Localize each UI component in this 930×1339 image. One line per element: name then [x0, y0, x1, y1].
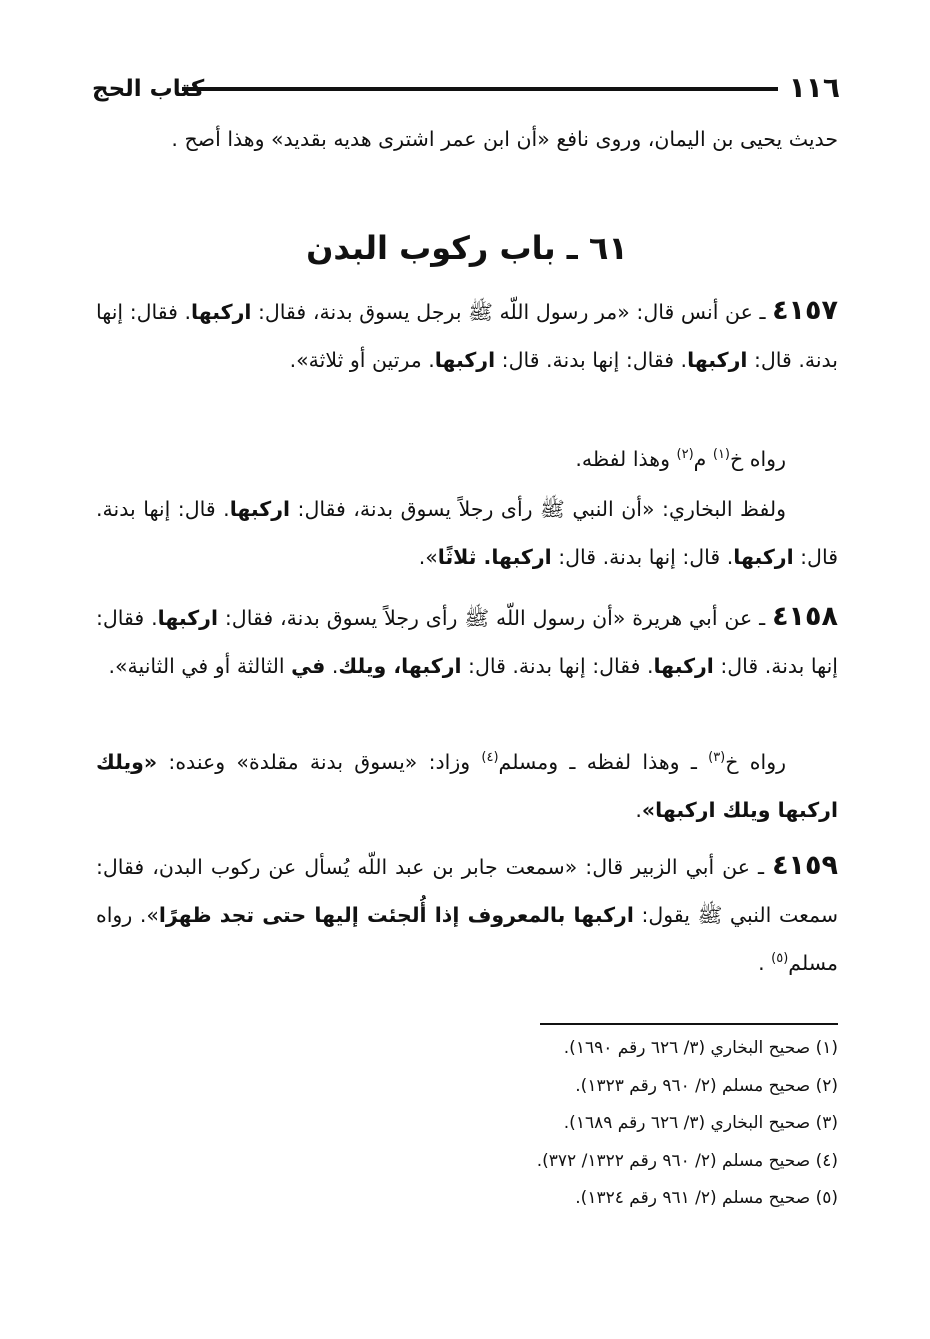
book-title: كتاب الحج: [92, 76, 205, 102]
hadith-text: . فقال: إنها بدنة. قال:: [461, 654, 654, 678]
narration-text: .: [635, 798, 642, 822]
page-number: ١١٦: [788, 71, 840, 104]
footnote-ref-5[interactable]: (٥): [771, 951, 789, 967]
bold-phrase: اركبها: [229, 497, 291, 521]
footnote-2: (٢) صحيح مسلم (٢/ ٩٦٠ رقم ١٣٢٣).: [575, 1075, 838, 1096]
hadith-bold-phrase: اركبها: [653, 654, 714, 678]
footnote-5: (٥) صحيح مسلم (٢/ ٩٦١ رقم ١٣٢٤).: [575, 1188, 838, 1208]
narration-text: ـ وهذا لفظه ـ ومسلم: [498, 750, 709, 774]
intro-paragraph: [96, 115, 838, 163]
chapter-title: ٦١ ـ باب ركوب البدن: [306, 229, 628, 267]
footnotes: [96, 1030, 838, 1218]
hadith-bold-phrase: اركبها، ويلك: [338, 654, 462, 678]
narration-text: م: [693, 447, 713, 471]
footnote-3: (٣) صحيح البخاري (٣/ ٦٢٦ رقم ١٦٨٩).: [563, 1113, 838, 1133]
header-rule: [182, 87, 778, 91]
hadith-bold-phrase: اركبها: [434, 348, 496, 372]
hadith-text: الثالثة أو في الثانية».: [108, 654, 292, 678]
hadith-number: ٤١٥٨: [772, 601, 838, 632]
narration-4158: [96, 738, 838, 834]
hadith-text: ». رواه مسلم: [96, 903, 838, 975]
hadith-4157: [96, 287, 838, 384]
hadith-number: ٤١٥٩: [772, 850, 838, 881]
footnote-1: (١) صحيح البخاري (٣/ ٦٢٦ رقم ١٦٩٠).: [563, 1038, 838, 1058]
hadith-text: .: [758, 951, 772, 975]
narration-text: رواه خ: [725, 750, 786, 774]
bold-phrase: اركبها: [733, 545, 794, 569]
hadith-bold-phrase: اركبها: [191, 300, 252, 324]
hadith-text: . فقال: إنها بدنة. قال:: [96, 606, 838, 678]
hadith-4158: [96, 593, 838, 690]
hadith-4159: [96, 842, 838, 987]
footnote-ref-4[interactable]: (٤): [481, 750, 499, 766]
hadith-text: .: [325, 654, 339, 678]
intro-line-2: أصح .: [171, 127, 221, 151]
bukhari-wording: [96, 485, 838, 581]
hadith-text: ـ عن أنس قال: «مر رسول اللّه ﷺ برجل يسوق بدنة، فقال:: [251, 300, 773, 324]
running-header: [92, 70, 840, 110]
bukhari-text: ولفظ البخاري: «أن النبي ﷺ رأى رجلاً يسوق بدنة، فقال:: [290, 497, 787, 521]
bold-phrase: اركبها. ثلاثًا: [437, 545, 552, 569]
hadith-number: ٤١٥٧: [772, 295, 838, 326]
footnote-separator: [540, 1023, 838, 1025]
bold-phrase: «ويلك اركبها ويلك اركبها»: [96, 750, 838, 822]
narration-text: وهذا لفظه.: [575, 447, 677, 471]
hadith-bold-phrase: اركبها بالمعروف إذا أُلجئت إليها حتى تجد ظهرًا: [158, 903, 634, 927]
hadith-text: ـ عن أبي الزبير قال: «سمعت جابر بن عبد اللّه يُسأل عن ركوب البدن، فقال: سمعت النبي ﷺ يقول:: [96, 855, 838, 927]
hadith-text: . فقال: إنها بدنة. قال:: [96, 300, 838, 372]
hadith-text: . مرتين أو ثلاثة».: [289, 348, 435, 372]
narration-text: رواه خ: [730, 447, 786, 471]
intro-line-1: حديث يحيى بن اليمان، وروى نافع «أن ابن عمر اشترى هديه بقديد» وهذا: [227, 127, 838, 151]
narration-4157: [96, 435, 838, 483]
narration-text: وزاد: «يسوق بدنة مقلدة» وعنده:: [157, 750, 482, 774]
bukhari-text: . قال: إنها بدنة. قال:: [551, 545, 734, 569]
hadith-bold-phrase: اركبها: [687, 348, 748, 372]
hadith-bold-phrase: اركبها: [157, 606, 218, 630]
hadith-bold-phrase: في: [291, 654, 326, 678]
bukhari-text: ».: [418, 545, 438, 569]
footnote-ref-2[interactable]: (٢): [676, 447, 694, 463]
footnote-4: (٤) صحيح مسلم (٢/ ٩٦٠ رقم ١٣٢٢/ ٣٧٢).: [536, 1150, 838, 1171]
footnote-ref-1[interactable]: (١): [712, 447, 730, 463]
hadith-text: . فقال: إنها بدنة. قال:: [495, 348, 688, 372]
footnote-ref-3[interactable]: (٣): [708, 750, 726, 766]
hadith-text: ـ عن أبي هريرة «أن رسول اللّه ﷺ رأى رجلاً يسوق بدنة، فقال:: [218, 606, 773, 630]
bukhari-text: . قال: إنها بدنة. قال:: [96, 497, 838, 569]
